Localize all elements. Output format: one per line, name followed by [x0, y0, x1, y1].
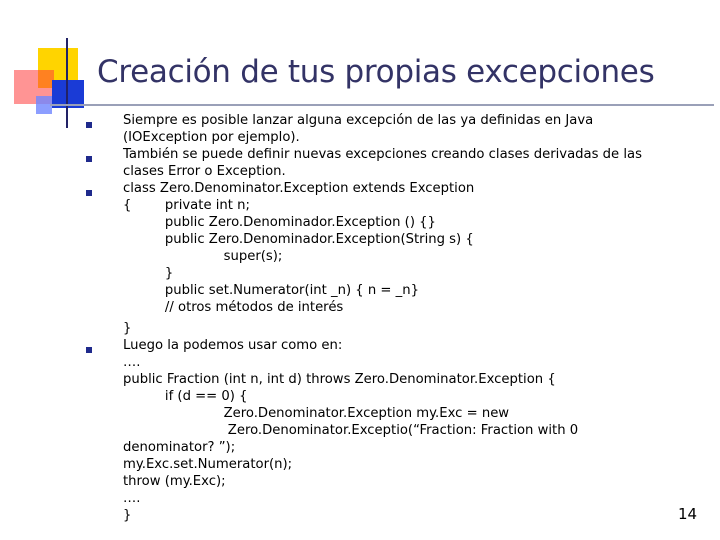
bullet-marker: [86, 156, 92, 162]
bullet-2-line-1: También se puede definir nuevas excepciones creando clases derivadas de las: [123, 147, 642, 162]
bullet-1-line-2: (IOException por ejemplo).: [123, 130, 300, 145]
code-line: Zero.Denominator.Exceptio(“Fraction: Fraction with 0: [123, 423, 579, 438]
code-line: if (d == 0) {: [123, 389, 248, 404]
code-line: public set.Numerator(int _n) { n = _n}: [123, 283, 420, 298]
code-line: denominator? ”);: [123, 440, 236, 455]
bullet-marker: [86, 347, 92, 353]
title-underline: [50, 104, 714, 106]
page-number: 14: [678, 505, 698, 523]
code-line: Zero.Denominator.Exception my.Exc = new: [123, 406, 510, 421]
code-line: }: [123, 321, 132, 336]
code-line: public Fraction (int n, int d) throws Zero.Denominator.Exception {: [123, 372, 556, 387]
code-line: public Zero.Denominador.Exception(String s) {: [123, 232, 474, 247]
code-line: super(s);: [123, 249, 283, 264]
code-line: throw (my.Exc);: [123, 474, 226, 489]
code-line: public Zero.Denominador.Exception () {}: [123, 215, 436, 230]
decor-vertical-rule: [66, 38, 68, 128]
bullet-marker: [86, 190, 92, 196]
code-line: // otros métodos de interés: [123, 300, 344, 315]
bullet-2-line-2: clases Error o Exception.: [123, 164, 286, 179]
code-line: my.Exc.set.Numerator(n);: [123, 457, 293, 472]
slide-title: Creación de tus propias excepciones: [97, 54, 655, 90]
bullet-marker: [86, 122, 92, 128]
bullet-1-line-1: Siempre es posible lanzar alguna excepción de las ya definidas en Java: [123, 113, 594, 128]
code-line: }: [123, 266, 174, 281]
code-line: class Zero.Denominator.Exception extends Exception: [123, 181, 475, 196]
bullet-4-line-1: Luego la podemos usar como en:: [123, 338, 343, 353]
code-line: ….: [123, 355, 141, 370]
code-line: }: [123, 508, 132, 523]
code-line: { private int n;: [123, 198, 250, 213]
code-line: ….: [123, 491, 141, 506]
